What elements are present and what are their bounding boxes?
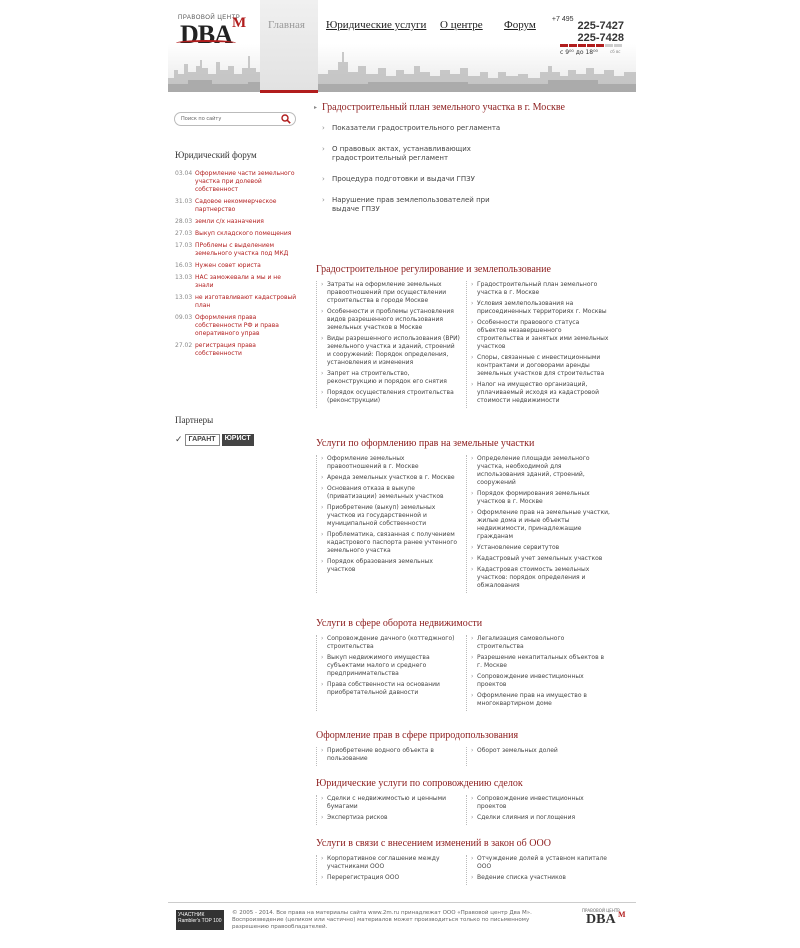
- service-link-label[interactable]: Приобретение водного объекта в пользование: [327, 747, 434, 762]
- service-section: [316, 838, 616, 885]
- service-link-label[interactable]: Определение площади земельного участка, необходимой для использования зданий, строений, сооружений: [477, 455, 590, 486]
- service-link[interactable]: [321, 855, 460, 871]
- logo-m: M: [232, 15, 247, 31]
- forum-item-date: 28.03: [175, 218, 193, 225]
- service-link[interactable]: [321, 681, 460, 697]
- service-section: [316, 438, 616, 593]
- bullet-icon: ›: [321, 747, 324, 754]
- plan-title[interactable]: Градостроительный план земельного участка в г. Москве: [322, 102, 565, 113]
- service-link-label[interactable]: Основания отказа в выкупе (приватизации) земельных участков: [327, 485, 444, 500]
- service-link-label[interactable]: Разрешение некапитальных объектов в г. Москве: [477, 654, 605, 669]
- service-link[interactable]: [471, 855, 610, 871]
- service-link[interactable]: [321, 504, 460, 528]
- service-link-label[interactable]: Кадастровая стоимость земельных участков: порядок определения и обжалования: [477, 566, 590, 589]
- service-link[interactable]: [471, 381, 610, 405]
- service-link[interactable]: [471, 509, 610, 541]
- bullet-icon: ›: [321, 370, 324, 377]
- bullet-icon: ›: [471, 814, 474, 821]
- service-link-label[interactable]: Отчуждение долей в уставном капитале ООО: [477, 855, 607, 870]
- bullet-icon: ›: [471, 319, 474, 326]
- forum-item[interactable]: [175, 170, 300, 194]
- service-link[interactable]: [321, 308, 460, 332]
- service-link[interactable]: [471, 635, 610, 651]
- bullet-icon: ›: [471, 692, 474, 699]
- forum-item-title[interactable]: Нужен совет юриста: [195, 262, 261, 269]
- forum-item-date: 16.03: [175, 262, 193, 269]
- service-link[interactable]: [471, 692, 610, 708]
- service-link[interactable]: [321, 370, 460, 386]
- bullet-icon: ›: [321, 474, 324, 481]
- forum-item-title[interactable]: земли с/х назначения: [195, 218, 264, 225]
- bullet-icon: ›: [321, 281, 324, 288]
- plan-item[interactable]: [322, 196, 512, 214]
- service-link-label[interactable]: Оформление прав на имущество в многоквартирном доме: [477, 692, 587, 707]
- logo-caption: ПРАВОВОЙ ЦЕНТР: [178, 15, 241, 21]
- weekend-days: сб вс: [610, 49, 621, 54]
- bullet-icon: ›: [322, 196, 325, 204]
- nav-about[interactable]: О центре: [440, 19, 483, 31]
- section-title[interactable]: Услуги в сфере оборота недвижимости: [316, 618, 483, 629]
- service-link-label[interactable]: Споры, связанные с инвестиционными контрактами и договорами аренды земельных участков для строительства: [477, 354, 605, 377]
- bullet-icon: ›: [321, 681, 324, 688]
- service-link[interactable]: [321, 455, 460, 471]
- bullet-icon: ›: [471, 381, 474, 388]
- forum-item[interactable]: [175, 230, 300, 238]
- service-link[interactable]: [471, 354, 610, 378]
- rambler-top100-badge[interactable]: УЧАСТНИК Rambler's TOP 100: [176, 910, 224, 930]
- plan-item-label[interactable]: Процедура подготовки и выдачи ГПЗУ: [332, 175, 475, 183]
- service-link-label[interactable]: Затраты на оформление земельных правоотношений при осуществлении строительства в городе Москве: [327, 281, 447, 304]
- bullet-icon: ›: [471, 747, 474, 754]
- plan-item-label[interactable]: Показатели градостроительного регламента: [332, 124, 501, 132]
- bullet-icon: ›: [321, 654, 324, 661]
- bullet-icon: ›: [321, 855, 324, 862]
- forum-item-date: 31.03: [175, 198, 193, 205]
- bullet-icon: ›: [471, 509, 474, 516]
- forum-item-title[interactable]: регистрация права собственности: [195, 342, 256, 357]
- service-link[interactable]: [321, 531, 460, 555]
- bullet-icon: ›: [471, 566, 474, 573]
- plan-item[interactable]: [322, 175, 512, 184]
- service-link[interactable]: [321, 814, 460, 822]
- forum-item[interactable]: [175, 314, 300, 338]
- service-link[interactable]: [321, 795, 460, 811]
- service-link-label[interactable]: Сопровождение дачного (коттеджного) строительства: [327, 635, 455, 650]
- section-title[interactable]: Юридические услуги по сопровождению сделок: [316, 778, 523, 789]
- service-link[interactable]: [471, 455, 610, 487]
- service-link[interactable]: [471, 654, 610, 670]
- section-title[interactable]: Услуги в связи с внесением изменений в закон об ООО: [316, 838, 551, 849]
- footer-copyright: © 2005 - 2014. Все права на материалы сайта www.2m.ru принадлежат ООО «Правовой центр Два М». Воспроизведение (целиком или частично) материалов может производиться только по письменному разрешению правообладателей.: [232, 910, 532, 930]
- bullet-icon: ›: [321, 874, 324, 881]
- forum-item[interactable]: [175, 294, 300, 310]
- service-link[interactable]: [471, 874, 610, 882]
- bullet-icon: ›: [471, 490, 474, 497]
- forum-list: [175, 170, 300, 362]
- forum-item-title[interactable]: НАС заможевали а мы и не знали: [195, 274, 281, 289]
- service-link[interactable]: [321, 747, 460, 763]
- header: [168, 0, 636, 92]
- section-column-left: [316, 635, 466, 711]
- section-column-left: [316, 747, 466, 766]
- bullet-icon: ›: [321, 504, 324, 511]
- partner-yurist[interactable]: ЮРИСТ: [222, 434, 254, 446]
- section-column-right: [466, 747, 616, 766]
- service-link-label[interactable]: Особенности и проблемы установления видов разрешенного использования земельных участков в Москве: [327, 308, 454, 331]
- forum-item[interactable]: [175, 274, 300, 290]
- forum-item-date: 17.03: [175, 242, 193, 249]
- section-column-left: [316, 855, 466, 885]
- bullet-icon: ›: [321, 795, 324, 802]
- service-link[interactable]: [321, 874, 460, 882]
- service-link-label[interactable]: Выкуп недвижимого имущества субъектами малого и среднего предпринимательства: [327, 654, 430, 677]
- bullet-icon: ›: [321, 558, 324, 565]
- service-link[interactable]: [471, 673, 610, 689]
- footer-logo[interactable]: DBA: [586, 912, 616, 927]
- bullet-icon: ›: [471, 673, 474, 680]
- service-link-label[interactable]: Оборот земельных долей: [477, 747, 558, 754]
- bullet-icon: ›: [471, 455, 474, 462]
- forum-item[interactable]: [175, 242, 300, 258]
- forum-item-date: 09.03: [175, 314, 193, 321]
- partners-logos: [175, 434, 254, 446]
- service-section: [316, 618, 616, 711]
- working-hours: с 9⁰⁰ до 18⁰⁰: [560, 49, 598, 56]
- service-link[interactable]: [321, 635, 460, 651]
- service-link-label[interactable]: Сделки с недвижимостью и ценными бумагами: [327, 795, 447, 810]
- bullet-icon: ›: [322, 175, 325, 183]
- service-link-label[interactable]: Легализация самовольного строительства: [477, 635, 565, 650]
- service-link[interactable]: [471, 795, 610, 811]
- phone-code: +7 495: [551, 16, 574, 23]
- service-link[interactable]: [471, 281, 610, 297]
- nav-legal-services[interactable]: Юридические услуги: [326, 19, 427, 31]
- forum-item-date: 03.04: [175, 170, 193, 177]
- forum-item[interactable]: [175, 218, 300, 226]
- service-link-label[interactable]: Кадастровый учет земельных участков: [477, 555, 603, 562]
- service-section: [316, 264, 616, 408]
- bullet-icon: ›: [471, 874, 474, 881]
- bullet-icon: ›: [322, 145, 325, 153]
- footer-logo-caption: ПРАВОВОЙ ЦЕНТР: [582, 908, 620, 913]
- logo[interactable]: DBA: [180, 20, 232, 49]
- plan-arrow-icon: ▸: [314, 104, 318, 111]
- service-link-label[interactable]: Ведение списка участников: [477, 874, 566, 881]
- service-link-label[interactable]: Порядок образования земельных участков: [327, 558, 433, 573]
- service-link-label[interactable]: Налог на имущество организаций, уплачиваемый исходя из кадастровой стоимости недвижимости: [477, 381, 599, 404]
- forum-title: Юридический форум: [175, 150, 257, 160]
- section-column-left: [316, 455, 466, 593]
- bullet-icon: ›: [471, 555, 474, 562]
- service-link-label[interactable]: Сделки слияния и поглощения: [477, 814, 576, 821]
- bullet-icon: ›: [471, 795, 474, 802]
- phone-number-2: 225-7428: [577, 32, 624, 44]
- forum-item-title[interactable]: Выкуп складского помещения: [195, 230, 292, 237]
- forum-item-date: 27.03: [175, 230, 193, 237]
- service-link[interactable]: [321, 389, 460, 405]
- service-link[interactable]: [471, 555, 610, 563]
- bullet-icon: ›: [321, 308, 324, 315]
- forum-item-date: 13.03: [175, 294, 193, 301]
- bullet-icon: ›: [321, 814, 324, 821]
- nav-forum[interactable]: Форум: [504, 19, 536, 31]
- bullet-icon: ›: [471, 635, 474, 642]
- search-input[interactable]: Поиск по сайту: [174, 112, 296, 126]
- service-link-label[interactable]: Порядок осуществления строительства (реконструкции): [327, 389, 454, 404]
- footer-divider: [168, 902, 636, 903]
- section-column-right: [466, 635, 616, 711]
- service-link[interactable]: [471, 747, 610, 755]
- forum-item[interactable]: [175, 262, 300, 270]
- service-link[interactable]: [471, 544, 610, 552]
- logo-swoosh-icon: [176, 40, 236, 46]
- service-link-label[interactable]: Градостроительный план земельного участка в г. Москве: [477, 281, 598, 296]
- bullet-icon: ›: [471, 855, 474, 862]
- service-link[interactable]: [321, 654, 460, 678]
- service-link-label[interactable]: Проблематика, связанная с получением кадастрового паспорта ранее учтенного земельного участка: [327, 531, 458, 554]
- partner-arrow-icon: ✓: [175, 435, 183, 445]
- bullet-icon: ›: [321, 531, 324, 538]
- service-link-label[interactable]: Сопровождение инвестиционных проектов: [477, 673, 584, 688]
- service-link[interactable]: [471, 814, 610, 822]
- bullet-icon: ›: [321, 635, 324, 642]
- service-link-label[interactable]: Корпоративное соглашение между участниками ООО: [327, 855, 440, 870]
- bullet-icon: ›: [321, 485, 324, 492]
- phone-number-1: 225-7427: [577, 20, 624, 32]
- bullet-icon: ›: [471, 654, 474, 661]
- nav-home[interactable]: Главная: [268, 19, 305, 31]
- section-column-left: [316, 795, 466, 825]
- partner-garant[interactable]: ГАРАНТ: [185, 434, 220, 446]
- bullet-icon: ›: [321, 455, 324, 462]
- service-link-label[interactable]: Особенности правового статуса объектов незавершенного строительства и занятых ими земельных участков: [477, 319, 609, 350]
- forum-item[interactable]: [175, 198, 300, 214]
- section-column-left: [316, 281, 466, 408]
- service-link[interactable]: [321, 281, 460, 305]
- service-link-label[interactable]: Права собственности на основании приобретательной давности: [327, 681, 440, 696]
- forum-item-title[interactable]: Оформление части земельного участка при долевой собственност: [195, 170, 295, 193]
- forum-item-title[interactable]: ПРоблемы с выделением земельного участка под МКД: [195, 242, 289, 257]
- partners-title: Партнеры: [175, 415, 214, 425]
- service-link-label[interactable]: Аренда земельных участков в г. Москве: [327, 474, 455, 481]
- bullet-icon: ›: [471, 354, 474, 361]
- bullet-icon: ›: [321, 335, 324, 342]
- working-days-bar: [560, 44, 622, 47]
- service-link-label[interactable]: Перерегистрация ООО: [327, 874, 400, 881]
- service-link[interactable]: [321, 485, 460, 501]
- service-link-label[interactable]: Порядок формирования земельных участков в г. Москве: [477, 490, 590, 505]
- service-link-label[interactable]: Условия землепользования на присоединенных территориях г. Москвы: [477, 300, 607, 315]
- service-link-label[interactable]: Оформление земельных правоотношений в г. Москве: [327, 455, 419, 470]
- section-title[interactable]: Оформление прав в сфере природопользования: [316, 730, 519, 741]
- section-column-right: [466, 795, 616, 825]
- service-link[interactable]: [471, 566, 610, 590]
- bullet-icon: ›: [471, 281, 474, 288]
- bullet-icon: ›: [471, 300, 474, 307]
- forum-item[interactable]: [175, 342, 300, 358]
- plan-item-label[interactable]: О правовых актах, устанавливающих градостроительный регламент: [332, 145, 471, 162]
- section-column-right: [466, 855, 616, 885]
- service-link-label[interactable]: Установление сервитутов: [477, 544, 560, 551]
- service-link[interactable]: [471, 300, 610, 316]
- forum-item-title[interactable]: Садовое некоммерческое партнерство: [195, 198, 277, 213]
- service-link[interactable]: [471, 490, 610, 506]
- forum-item-title[interactable]: Оформления права собственности РФ и права оперативного управ: [195, 314, 279, 337]
- service-link[interactable]: [321, 558, 460, 574]
- service-link-label[interactable]: Экспертиза рисков: [327, 814, 388, 821]
- plan-list: [322, 124, 512, 226]
- section-title[interactable]: Услуги по оформлению прав на земельные участки: [316, 438, 535, 449]
- service-link[interactable]: [321, 474, 460, 482]
- bullet-icon: ›: [322, 124, 325, 132]
- service-link-label[interactable]: Оформление прав на земельные участки, жилые дома и иные объекты недвижимости, принадлежащие гражданам: [477, 509, 610, 540]
- section-title[interactable]: Градостроительное регулирование и землепользование: [316, 264, 551, 275]
- section-column-right: [466, 455, 616, 593]
- service-link-label[interactable]: Виды разрешенного использования (ВРИ) земельного участка и зданий, строений и сооружений: Порядок определения, установления и изменения: [327, 335, 460, 366]
- footer-logo-m: M: [618, 910, 626, 919]
- bullet-icon: ›: [321, 389, 324, 396]
- forum-item-date: 13.03: [175, 274, 193, 281]
- service-link[interactable]: [321, 335, 460, 367]
- service-link-label[interactable]: Сопровождение инвестиционных проектов: [477, 795, 584, 810]
- service-link-label[interactable]: Приобретение (выкуп) земельных участков из государственной и муниципальной собственности: [327, 504, 436, 527]
- forum-item-date: 27.02: [175, 342, 193, 349]
- plan-item[interactable]: [322, 124, 512, 133]
- forum-item-title[interactable]: не изготавливают кадастровый план: [195, 294, 297, 309]
- nav-active-highlight: [260, 0, 318, 92]
- plan-item-label[interactable]: Нарушение прав землепользователей при выдаче ГПЗУ: [332, 196, 490, 213]
- service-section: [316, 730, 616, 766]
- nav-active-indicator: [260, 90, 318, 93]
- service-link[interactable]: [471, 319, 610, 351]
- search-icon[interactable]: [281, 114, 291, 124]
- section-column-right: [466, 281, 616, 408]
- service-link-label[interactable]: Запрет на строительство, реконструкцию и порядок его снятия: [327, 370, 447, 385]
- plan-item[interactable]: [322, 145, 512, 163]
- service-section: [316, 778, 616, 825]
- bullet-icon: ›: [471, 544, 474, 551]
